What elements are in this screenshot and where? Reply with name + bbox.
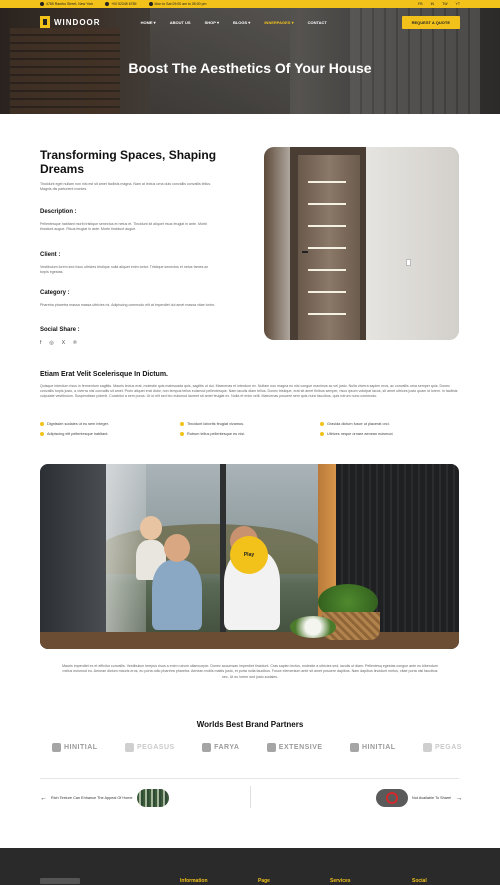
prev-post-title: Rich Texture Can Enhance The Appeal Of Home (51, 796, 133, 800)
phone-item[interactable] (105, 2, 136, 6)
main-nav (40, 14, 460, 30)
phone-icon (105, 2, 109, 6)
logo-text: WINDOOR (54, 17, 101, 27)
description-label: Description : (40, 209, 77, 215)
brand-name: HINITIAL (64, 744, 98, 751)
door-image (264, 147, 459, 340)
request-quote-button[interactable]: REQUEST A QUOTE (402, 16, 460, 29)
check-icon (40, 432, 44, 436)
brand-mark-icon (423, 743, 432, 752)
wooden-door (298, 155, 360, 340)
x-share-icon[interactable]: X (61, 340, 66, 346)
phone-text: +00 52345 6789 (111, 2, 137, 6)
brand-logo[interactable] (52, 743, 98, 752)
nav-item-innerpages[interactable]: INNERPAGES ▾ (264, 19, 294, 25)
list-item (40, 422, 180, 426)
deck-floor (40, 632, 459, 649)
check-icon (320, 432, 324, 436)
window-frame-left (40, 464, 106, 649)
facebook-share-icon[interactable]: f (40, 340, 42, 346)
brand-logos (52, 743, 462, 752)
top-info-bar (0, 0, 500, 8)
check-icon (40, 422, 44, 426)
next-post-title: Not Available To Share! (412, 796, 452, 800)
list-item-text: Gravida dictum fusce ut placerat orci. (327, 422, 390, 426)
list-item-text: Adipiscing elit pellentesque habitant. (47, 432, 109, 436)
description-text: Pellentesque habitant morbi tristique senectus et netus et. Tincidunt sit aliquet risus feugiat in ante. Morbi tincidunt augue. Risus feugiat in ante. Morbi tincidunt augue. (40, 222, 208, 232)
door-glass-strip (308, 225, 346, 227)
site-logo[interactable] (40, 16, 101, 28)
instagram-icon[interactable]: IN (430, 2, 435, 6)
brand-name: EXTENSIVE (278, 744, 323, 751)
door-handle (302, 251, 308, 253)
brand-mark-icon (202, 743, 211, 752)
feature-checklist (40, 422, 460, 436)
arrow-left-icon: ← (40, 794, 47, 802)
video-thumbnail[interactable] (40, 464, 459, 649)
project-intro: Tincidunt eget nullam non nisi est sit amet facilisis magna. Nam at lectus urna duis convallis convallis tellus. Magnis dis parturient montes. (40, 182, 212, 192)
brand-mark-icon (350, 743, 359, 752)
site-footer (0, 848, 500, 885)
category-label: Category : (40, 290, 70, 296)
partners-title: Worlds Best Brand Partners (196, 720, 304, 729)
brand-logo[interactable] (202, 743, 239, 752)
brand-mark-icon (267, 743, 276, 752)
detail-heading: Etiam Erat Velit Scelerisque In Dictum. (40, 371, 168, 378)
brand-name: FARYA (214, 744, 240, 751)
video-caption: Mauris imperdiet ex et efficitur convallis. Vestibulum tempus risus a enim rutrum ullamcorper. Donec accumsan imperdiet tincidunt. Cras sapien lectus, molestie a ultricies sed, iaculis ut diam. Pellentesq egestas congue ante eu bibendum metus euismod eu. Aenean dictum mauris eros, eu porta odio pharetra pharetra. Aenean mollis mattis justo, et porta nulla faucibus. Fusce elementum ante sit amet posuere dapibus. Nam dapibus tincidunt metus, vitae porta nisi faucibus nec. Ut eu lorem sed justo sodales. (62, 664, 438, 679)
door-glass-strip (308, 181, 346, 183)
list-item (180, 422, 320, 426)
flower-pot (290, 616, 336, 638)
list-item-text: Rutrum tellus pellentesque eu nisi. (187, 432, 246, 436)
footer-col-page: Page (258, 878, 270, 884)
mother-figure (152, 560, 202, 630)
client-label: Client : (40, 252, 61, 258)
logo-door-icon (40, 16, 50, 28)
client-text: Vestibulum lorem sed risus ultricies tristique nulla aliquet enim tortor. Tristique senectus et netus fames ac turpis egestas. (40, 265, 209, 275)
play-button[interactable]: Play (230, 536, 268, 574)
light-switch (406, 259, 411, 266)
detail-body: Quisque interdum risus in fermentum sagittis. Mauris lectus erat, molestie quis malesuada quis, sagittis ut dui. Maecenas et interdum ex. Nullam non magna eu nisi congue maximus ac vel justo. Nulla viverra sapien eros, ac convallis urna semper quis. Donec convallis turpis justo, a viverra nisl convallis sit amet. Proin aliquet erat dolor, non tempus tellus euismod pellentesque. Nam iaculis diam tellus. Donec tristique, erat sit amet finibus semper, risus ipsum volutpat lacus, sit amet ultrices justo quam id lorem. In facilisis vulputate vestibulum. Suspendisse potenti. Curabitur a sem purus. Ut ut elit sed leo euismod laoreet sit amet feugiat ex. Nulla et enim velit. Maecenas posuere sem quis nunc faucibus, quis rutrum nunc commodo. (40, 384, 458, 399)
brand-logo[interactable] (267, 743, 323, 752)
list-item-text: Tincidunt lobortis feugiat vivamus. (187, 422, 245, 426)
door-glass-strip (308, 269, 346, 271)
mother-head (164, 534, 190, 562)
next-post-thumbnail (376, 789, 408, 807)
check-icon (320, 422, 324, 426)
hours-text: Mon to Sat 09:00 am to 05:00 pm (154, 2, 207, 6)
social-share-label: Social Share : (40, 327, 80, 333)
check-icon (180, 432, 184, 436)
post-nav-separator (250, 786, 251, 808)
door-glass-strip (308, 313, 346, 315)
list-item (320, 422, 460, 426)
pinterest-share-icon[interactable]: ℗ (73, 340, 77, 346)
social-share-icons (40, 340, 77, 346)
prev-post-link[interactable] (40, 788, 169, 808)
list-item (40, 432, 180, 436)
next-post-link[interactable] (376, 788, 462, 808)
brand-logo[interactable] (423, 743, 462, 752)
hours-item (149, 2, 207, 6)
location-icon (40, 2, 44, 6)
brand-logo[interactable] (350, 743, 396, 752)
youtube-icon[interactable]: YT (455, 2, 460, 6)
topbar-social (418, 2, 460, 6)
brand-name: PEGASUS (136, 744, 175, 751)
brand-mark-icon (125, 743, 134, 752)
nav-menu (141, 20, 327, 25)
check-icon (180, 422, 184, 426)
arrow-right-icon: → (455, 794, 463, 802)
divider (40, 778, 459, 779)
nav-item-about[interactable]: ABOUT US (169, 19, 191, 25)
category-text: Pharetra pharetra massa massa ultricies mi. Adipiscing commodo elit at imperdiet dui amet massa vitae tortor. (40, 303, 215, 307)
child-head (140, 516, 162, 540)
door-glass-strip (308, 247, 346, 249)
hero-banner (0, 8, 500, 114)
prev-post-thumbnail (137, 789, 169, 807)
brand-name: PEGAS (434, 744, 462, 751)
address-text: 4785 Rambo Street, New York (46, 2, 94, 6)
door-glass-strip (308, 203, 346, 205)
footer-col-services: Services (330, 878, 351, 884)
twitter-icon[interactable]: TW (442, 2, 448, 6)
door-glass-strip (308, 291, 346, 293)
footer-col-information: Information (180, 878, 208, 884)
project-heading: Transforming Spaces, Shaping Dreams (40, 148, 217, 176)
list-item (320, 432, 460, 436)
nav-item-shop[interactable]: SHOP ▾ (204, 19, 219, 25)
address-item (40, 2, 93, 6)
nav-item-blogs[interactable]: BLOGS ▾ (232, 19, 251, 25)
clock-icon (149, 2, 153, 6)
facebook-icon[interactable]: FB (418, 2, 423, 6)
nav-item-home[interactable]: HOME ▾ (140, 19, 156, 25)
footer-logo[interactable] (40, 878, 80, 884)
room-wall (366, 147, 459, 340)
brand-logo[interactable] (125, 743, 175, 752)
brand-mark-icon (52, 743, 61, 752)
nav-item-contact[interactable]: CONTACT (307, 19, 327, 25)
instagram-share-icon[interactable]: ◎ (49, 340, 54, 346)
list-item-text: Dignissim sodales ut eu sem integer. (47, 422, 109, 426)
footer-col-social: Social (412, 878, 427, 884)
hero-title: Boost The Aesthetics Of Your House (128, 60, 372, 76)
list-item (180, 432, 320, 436)
list-item-text: Ultrices neque ornare aenean euismod. (327, 432, 394, 436)
brand-name: HINITIAL (361, 744, 396, 751)
